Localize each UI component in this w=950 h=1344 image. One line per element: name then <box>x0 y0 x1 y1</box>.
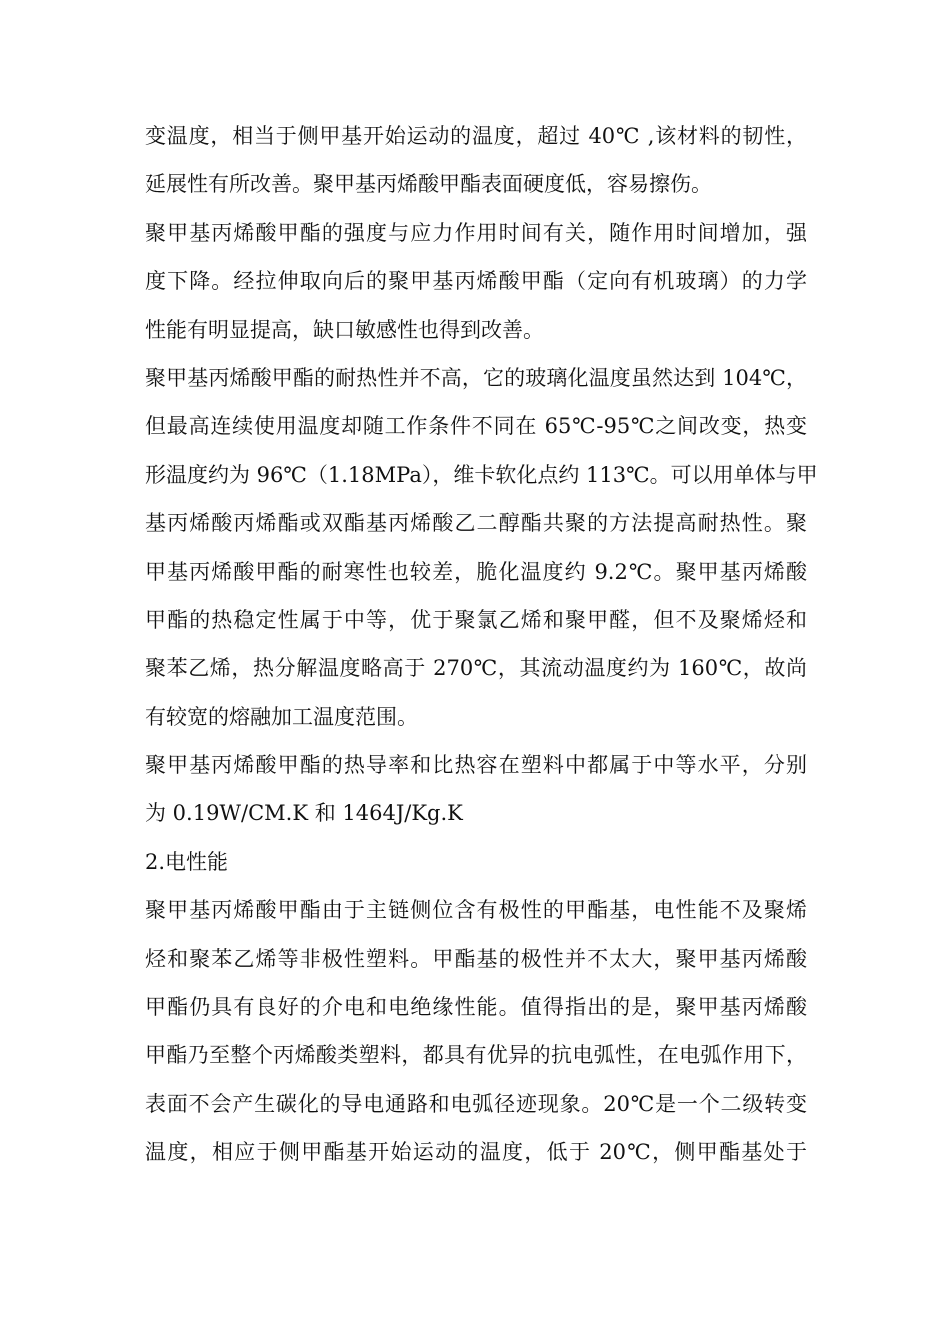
text-line: 表面不会产生碳化的导电通路和电弧径迹现象。20℃是一个二级转变 <box>145 1091 807 1116</box>
paragraph-toughness <box>145 112 807 209</box>
text-line: 延展性有所改善。聚甲基丙烯酸甲酯表面硬度低，容易擦伤。 <box>145 172 712 197</box>
text-line: 度下降。经拉伸取向后的聚甲基丙烯酸甲酯（定向有机玻璃）的力学 <box>145 269 807 294</box>
text-line: 聚苯乙烯，热分解温度略高于 270℃，其流动温度约为 160℃，故尚 <box>145 656 807 681</box>
document-body <box>145 112 818 1177</box>
text-line: 为 0.19W/CM.K 和 1464J/Kg.K <box>145 801 463 826</box>
section-heading-electrical: 2.电性能 <box>145 849 229 874</box>
text-line: 温度，相应于侧甲酯基开始运动的温度，低于 20℃，侧甲酯基处于 <box>145 1140 807 1165</box>
text-line: 形温度约为 96℃（1.18MPa），维卡软化点约 113℃。可以用单体与甲 <box>145 462 818 487</box>
text-line: 聚甲基丙烯酸甲酯的热导率和比热容在塑料中都属于中等水平，分别 <box>145 753 807 778</box>
text-line: 甲基丙烯酸甲酯的耐寒性也较差，脆化温度约 9.2℃。聚甲基丙烯酸 <box>145 559 807 584</box>
text-line: 变温度，相当于侧甲基开始运动的温度，超过 40℃ ,该材料的韧性， <box>145 124 807 148</box>
text-line: 甲酯仍具有良好的介电和电绝缘性能。值得指出的是，聚甲基丙烯酸 <box>145 995 807 1020</box>
text-line: 甲酯乃至整个丙烯酸类塑料，都具有优异的抗电弧性，在电弧作用下， <box>145 1043 807 1068</box>
paragraph-thermal-conductivity <box>145 741 807 838</box>
text-line: 聚甲基丙烯酸甲酯由于主链侧位含有极性的甲酯基，电性能不及聚烯 <box>145 898 807 923</box>
paragraph-heat-resistance <box>145 354 818 741</box>
text-line: 有较宽的熔融加工温度范围。 <box>145 704 418 729</box>
text-line: 聚甲基丙烯酸甲酯的强度与应力作用时间有关，随作用时间增加，强 <box>145 220 807 245</box>
text-line: 甲酯的热稳定性属于中等，优于聚氯乙烯和聚甲醛，但不及聚烯烃和 <box>145 607 807 632</box>
paragraph-electrical <box>145 886 807 1176</box>
text-line: 性能有明显提高，缺口敏感性也得到改善。 <box>145 317 544 342</box>
text-line: 但最高连续使用温度却随工作条件不同在 65℃-95℃之间改变，热变 <box>145 414 807 439</box>
paragraph-strength <box>145 209 807 354</box>
text-line: 基丙烯酸丙烯酯或双酯基丙烯酸乙二醇酯共聚的方法提高耐热性。聚 <box>145 511 807 536</box>
text-line: 烃和聚苯乙烯等非极性塑料。甲酯基的极性并不太大，聚甲基丙烯酸 <box>145 946 807 971</box>
text-line: 聚甲基丙烯酸甲酯的耐热性并不高，它的玻璃化温度虽然达到 104℃， <box>145 365 807 390</box>
